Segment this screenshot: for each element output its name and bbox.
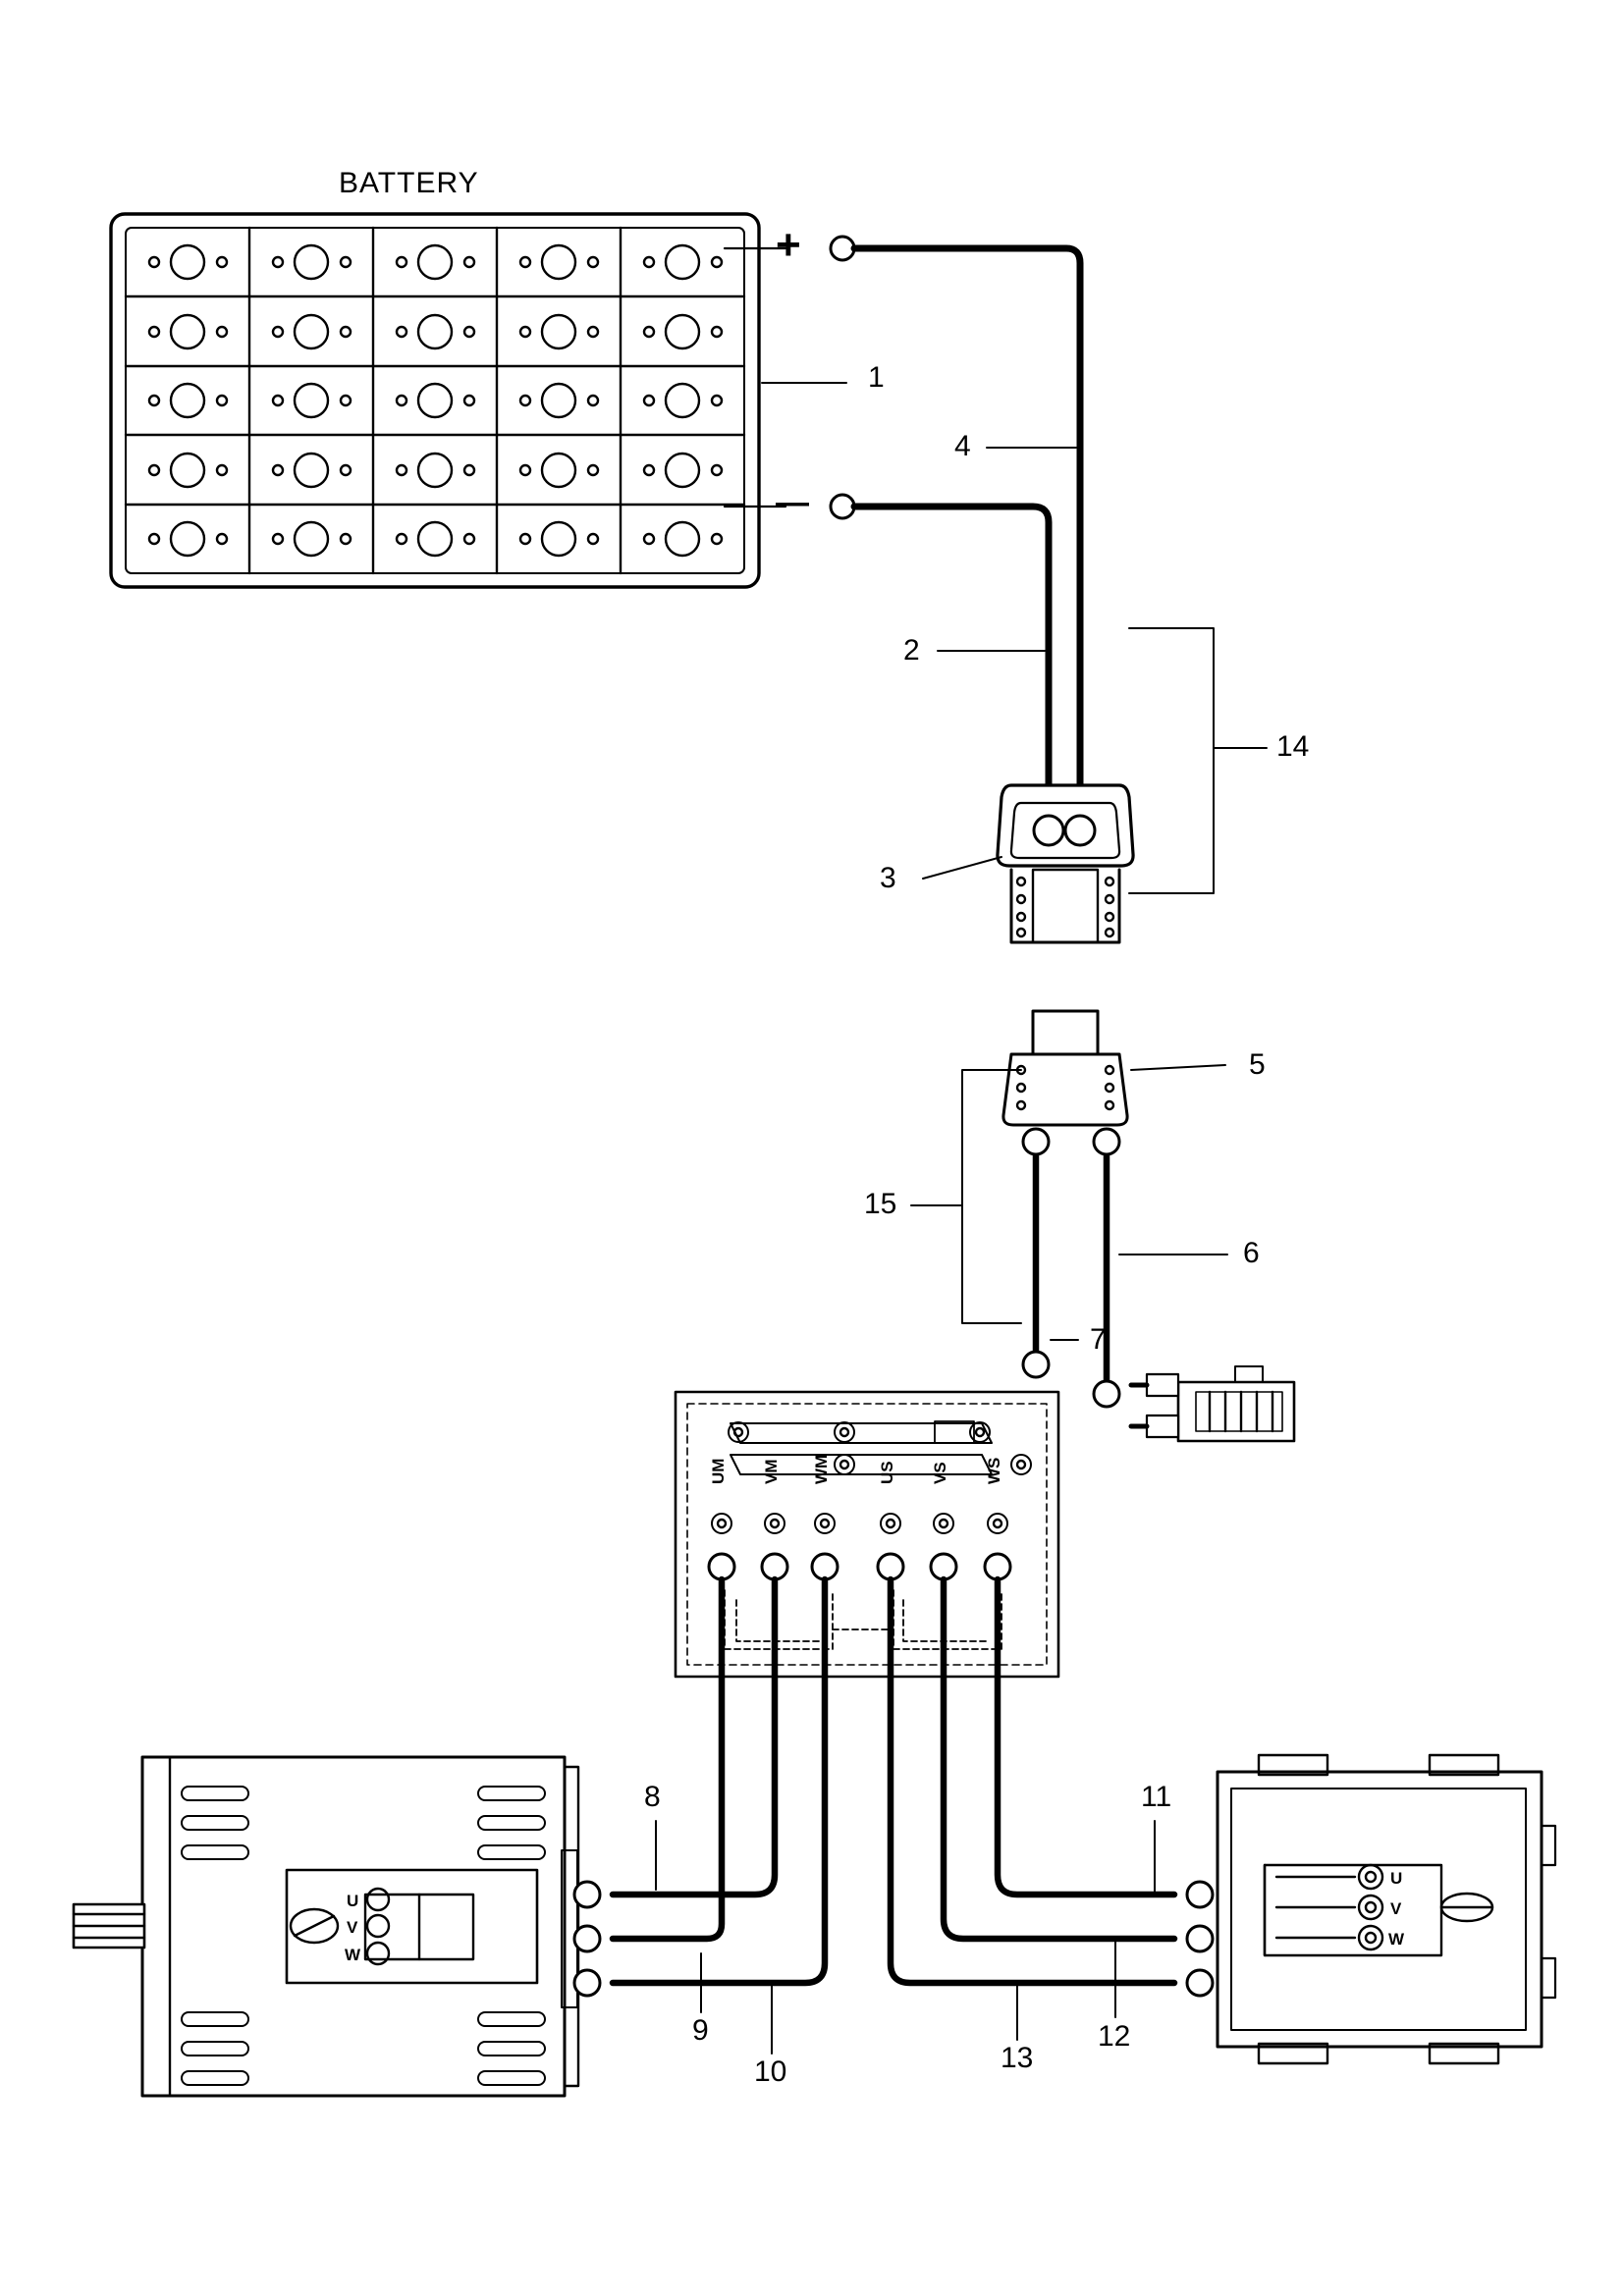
- terminal-label-um: UM: [709, 1458, 728, 1484]
- motor-left-label-u: U: [347, 1892, 359, 1910]
- callout-10: 10: [754, 2056, 787, 2088]
- terminal-label-vs: VS: [931, 1462, 949, 1484]
- callout-6: 6: [1243, 1237, 1260, 1269]
- callout-14: 14: [1276, 730, 1310, 763]
- bracket-14: [1129, 628, 1267, 893]
- battery-pack: [111, 214, 759, 587]
- callout-2: 2: [903, 634, 920, 667]
- callout-15: 15: [864, 1188, 897, 1220]
- motor-left-label-w: W: [345, 1946, 361, 1964]
- controller-unit: [676, 1392, 1058, 1677]
- battery-title: BATTERY: [339, 167, 479, 199]
- connector-3: [923, 785, 1133, 942]
- connector-5: [1003, 1011, 1225, 1125]
- motor-right-label-w: W: [1388, 1930, 1405, 1949]
- relay-component: [1131, 1366, 1294, 1441]
- terminal-label-wm: WM: [812, 1454, 831, 1484]
- callout-13: 13: [1001, 2042, 1034, 2074]
- motor-left-label-v: V: [347, 1918, 358, 1937]
- callout-7: 7: [1090, 1323, 1107, 1356]
- callout-1: 1: [868, 361, 885, 394]
- negative-terminal-label: —: [776, 484, 809, 521]
- positive-terminal-label: +: [776, 221, 801, 269]
- motor-right-label-v: V: [1390, 1899, 1402, 1918]
- callout-5: 5: [1249, 1048, 1266, 1081]
- callout-12: 12: [1098, 2020, 1131, 2053]
- callout-4: 4: [954, 430, 971, 462]
- callout-11: 11: [1141, 1781, 1172, 1813]
- motor-right-label-u: U: [1390, 1869, 1403, 1888]
- terminal-label-vm: VM: [762, 1459, 781, 1484]
- battery-cables: [854, 248, 1080, 807]
- terminal-label-us: US: [878, 1461, 896, 1484]
- callout-3: 3: [880, 862, 896, 894]
- motor-right: [1187, 1755, 1555, 2063]
- callout-8: 8: [644, 1781, 661, 1813]
- terminal-label-ws: WS: [985, 1457, 1003, 1484]
- motor-left: [74, 1757, 600, 2096]
- callout-9: 9: [692, 2014, 709, 2047]
